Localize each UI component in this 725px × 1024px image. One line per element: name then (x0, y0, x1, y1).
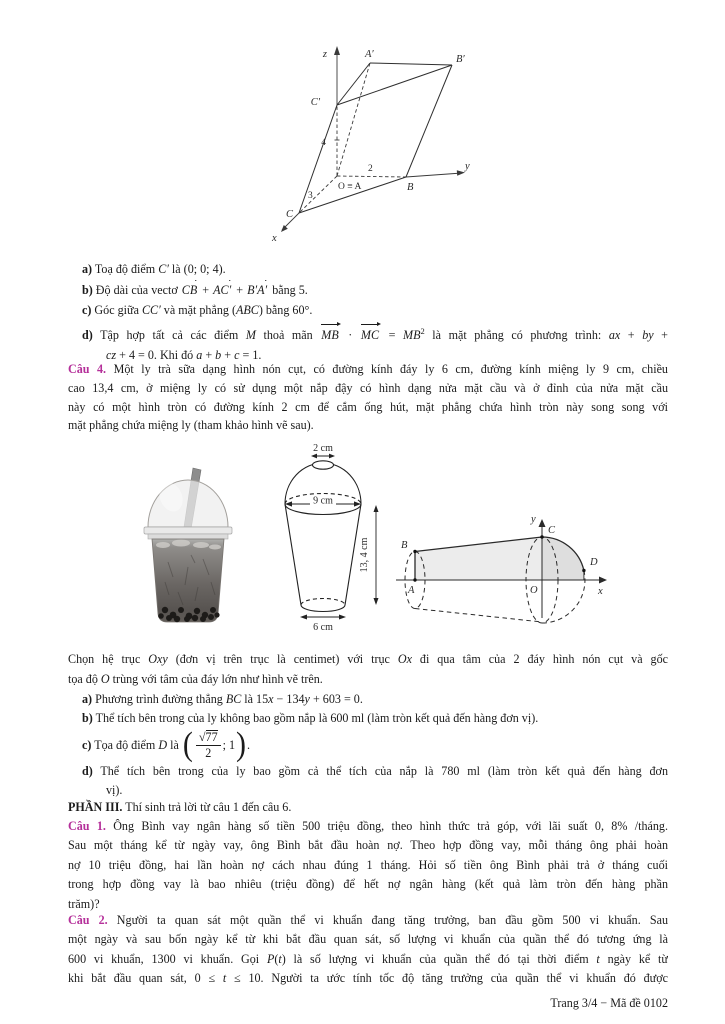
text-line: trăm)? (68, 896, 100, 911)
svg-text:O: O (530, 585, 538, 596)
svg-text:x: x (272, 233, 277, 244)
text-line: một ngày và sau bốn ngày kể từ khi bắt đầu quan sát, số lượng vi khuẩn của quần thể đó tương ứng là (68, 932, 668, 947)
text-line: Sau một tháng kể từ ngày vay, ông Bình bắt đầu hoàn nợ. Theo hợp đồng vay, mỗi tháng ông phải hoàn (68, 838, 668, 853)
text-line: này có một hình tròn có đường kính 2 cm để cắm ống hút, mặt phẳng chứa hình tròn này song song với (68, 399, 668, 414)
prism-figure (268, 42, 478, 252)
part-3-header (68, 798, 668, 817)
svg-text:D: D (590, 557, 598, 568)
cone-diagram (266, 441, 394, 641)
svg-text:6 cm: 6 cm (313, 622, 333, 633)
svg-text:x: x (598, 586, 603, 597)
item-d (68, 321, 668, 366)
cone-dimension-labels (313, 443, 370, 633)
svg-text:3: 3 (308, 191, 313, 201)
question-4-statement (68, 360, 668, 435)
text-line: a) Toạ độ điểm C′ là (0; 0; 4). (82, 262, 226, 276)
prism-labels (271, 49, 470, 244)
text-line: c) Tọa độ điểm D là ( √ 77 2 ; 1). (82, 726, 251, 764)
page-footer: Trang 3/4 − Mã đề 0102 (550, 996, 668, 1010)
question-1 (68, 817, 668, 914)
milk-tea-photo (143, 467, 235, 625)
svg-text:C: C (286, 209, 294, 220)
axis-arrowheads (281, 46, 465, 232)
svg-text:O ≡ A: O ≡ A (338, 182, 362, 192)
text-line: khi bắt đầu quan sát, 0 ≤ t ≤ 10. Người ta ước tính tốc độ tăng trưởng của quần thể vi khuẩn đó được (68, 971, 668, 986)
svg-text:B′: B′ (456, 54, 465, 65)
text-line: b) Thể tích bên trong của ly không bao gồm nắp là 600 ml (làm tròn kết quả đến hàng đơn vị). (82, 711, 539, 725)
item-d (68, 762, 668, 800)
text-line: cz + 4 = 0. Khi đó a + b + c = 1. (106, 348, 262, 362)
text-line: cao 13,4 cm, ở miệng ly có sử dụng một nắp đậy có hình dạng nửa mặt cầu và ở đỉnh của nửa mặt cầu (68, 380, 668, 395)
svg-text:2: 2 (368, 164, 373, 174)
svg-text:z: z (322, 49, 327, 60)
text-line: trong hợp đồng vay là bao nhiêu (triệu đồng) để hết nợ ngân hàng (kết quả làm tròn đến hàng phần (68, 877, 668, 892)
text-line: vị). (106, 783, 123, 797)
svg-text:9 cm: 9 cm (313, 495, 333, 507)
coordinate-diagram (392, 513, 622, 625)
item-c (68, 300, 668, 321)
item-b (68, 280, 668, 301)
axis-setup-paragraph (68, 650, 668, 690)
text-line: d) Thể tích bên trong của ly bao gồm cả thể tích của nắp là 780 ml (làm tròn kết quả đến hàng đơn (82, 764, 668, 778)
svg-text:A′: A′ (365, 49, 374, 60)
text-line: nợ 10 triệu đồng, hai lần hoàn nợ cách nhau đúng 1 tháng. Hỏi số tiền ông Bình phải trả ở tháng cuối (68, 857, 668, 872)
text-line: mặt phẳng chứa miệng ly (tham khảo hình vẽ sau). (68, 418, 314, 433)
text-line: Câu 1. Ông Bình vay ngân hàng số tiền 500 triệu đồng, theo hình thức trả góp, với lãi suất 0, 8% /tháng. (68, 819, 668, 833)
dome-lid (144, 479, 232, 539)
text-line: a) Phương trình đường thẳng BC là 15x − 134y + 603 = 0. (82, 692, 363, 706)
shaded-region (415, 537, 584, 580)
question-4-items (68, 690, 668, 800)
svg-text:y: y (465, 161, 470, 172)
text-line: d) Tập hợp tất cả các điểm M thoả mãn MB · MC = $MB^2$ là mặt phẳng có phương trình: ax + by + (82, 325, 668, 342)
svg-text:C′: C′ (310, 97, 320, 108)
item-c (68, 728, 668, 762)
svg-text:B: B (401, 540, 408, 551)
svg-text:13, 4 cm: 13, 4 cm (359, 537, 370, 573)
text-line: c) Góc giữa CC′ và mặt phẳng (ABC) bằng 60°. (82, 303, 313, 317)
svg-text:C: C (548, 525, 556, 536)
text-line: Chọn hệ trục Oxy (đơn vị trên trục là centimet) với trục Ox đi qua tâm của 2 đáy hình nón cụt và gốc (68, 652, 668, 666)
text-line: 600 vi khuẩn, 1300 vi khuẩn. Gọi P(t) là số lượng vi khuẩn của quần thể đó tại thời điểm t ngày kể từ (68, 951, 668, 966)
svg-text:4: 4 (321, 138, 326, 148)
text-line: tọa độ O trùng với tâm của đáy lớn như hình vẽ trên. (68, 671, 323, 686)
text-line: Câu 2. Người ta quan sát một quần thể vi khuẩn đang tăng trưởng, ban đầu gồm 500 vi khuẩn. Sau (68, 913, 668, 927)
question-2 (68, 911, 668, 989)
cup-body (152, 539, 224, 622)
svg-text:2 cm: 2 cm (313, 443, 333, 454)
svg-text:B: B (407, 182, 414, 193)
text-line: PHẦN III. Thí sinh trả lời từ câu 1 đến câu 6. (68, 800, 292, 814)
cone-outline (285, 463, 361, 612)
question-3-items (68, 259, 668, 366)
text-line: b) Độ dài của vectơ CB + AC′ + B′A′ bằng 5. (82, 280, 668, 301)
item-a (68, 259, 668, 280)
text-line: Câu 4. Một ly trà sữa dạng hình nón cụt, có đường kính đáy ly 6 cm, đường kính miệng ly 9 cm, chiều (68, 362, 668, 376)
straw-hole (313, 461, 334, 469)
svg-text:y: y (531, 514, 536, 525)
svg-text:A: A (408, 585, 415, 596)
item-b (68, 709, 668, 728)
item-a (68, 690, 668, 709)
